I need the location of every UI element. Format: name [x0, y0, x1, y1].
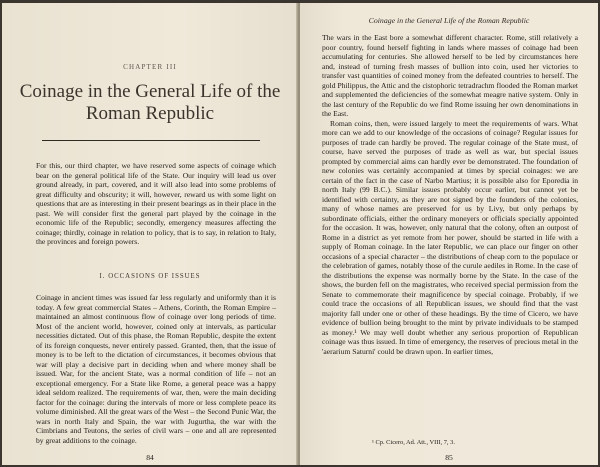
chapter-label: CHAPTER III — [123, 63, 177, 71]
body-paragraph: Roman coins, then, were issued largely to meet the requirements of wars. What more can we add to our knowledge of the occasions of coinage? Regular issues for purposes of trade can hardly be proved. The regular coinage of the State must, of course, have served the purposes of trade as well as war, but special issues prompted by commercial aims can hardly ever be demonstrated. The foundation of new colonies was certainly accompanied at times by special coinages: we are certain of the fact in the case of Narbo Martius; it is possible also for Eporedia in north Italy (99 B.C.). Similar issues probably occur earlier, but cannot yet be identified with certainty, as they are not signed by the founders of the colonies, many of whose names are preserved for us by Livy, but only perhaps by subordinate officials, either the ordinary moneyers or officials specially appointed for the occasion. It was, however, only natural that the colony, often an outpost of Rome in a district as yet remote from her power, should be started in life with a supply of Roman coinage. In the later Republic, we can place our finger on other occasions of a special character – the distributions of cheap corn to the populace or the celebration of games, notably those of the curule aediles in Rome. In the case of the distributions the expense was normally borne by the State. In the case of the shows, the burden fell on the magistrates, who received special permission from the Senate to commemorate their magnificence by special coinage. Probably, if we could trace the occasions of all Republican issues, we should find that the vast majority fall under one or other of these headings. By the time of Cicero, we have evidence of bullion being brought to the mint by private individuals to be stamped as money.¹ We may well doubt whether any serious proportion of Republican coinage was thus issued. In time of emergency, the reserves of precious metal in the 'aerarium Saturni' could be drawn upon. In earlier times, — [322, 118, 578, 356]
body-paragraph: The wars in the East bore a somewhat different character. Rome, still relatively a poor country, found herself fighting in lands where masses of coinage had been accumulating for centuries. She allowed herself to be led by circumstances here and, instead of turning fresh masses of bullion into coin, used her victories to transfer vast quantities of coined money from the defeated countries to herself. The gold Philippus, the Attic and the cistophoric tetradrachm flooded the Roman market and supplemented the deficiencies of the somewhat meagre native system. Only in the last century of the Republic do we find Rome issuing her own denominations in the East. — [322, 33, 578, 118]
page-number-left: 84 — [146, 453, 154, 462]
right-page — [300, 3, 598, 465]
running-head: Coinage in the General Life of the Roman Republic — [368, 16, 530, 25]
page-number-right: 85 — [445, 453, 453, 462]
left-page — [2, 3, 298, 465]
intro-paragraph: For this, our third chapter, we have reserved some aspects of coinage which bear on the general political life of the State. Our inquiry will lead us over ground already, in part, covered, and it will also lead into some problems of great difficulty and obscurity; it will, however, reward us with some light on questions that are as interesting in their present bearings as in their place in the past. We will consider first the general part played by the coinage in the economic life of the Republic; secondly, emergency measures affecting the coinage; thirdly, coinage in relation to policy, that is to say, in relation to Italy, the provinces and foreign powers. — [36, 161, 276, 246]
right-body — [322, 33, 578, 356]
title-rule — [42, 140, 260, 141]
body-paragraph: Coinage in ancient times was issued far less regularly and uniformly than it is today. A few great commercial States – Athens, Corinth, the Roman Empire – maintained an almost continuous flow of coinage over long periods of time. Most of the ancient world, however, coined only at intervals, as particular necessities dictated. Out of this phase, the Roman Republic, despite the extent of its foreign conquests, never entirely passed. Granted, then, that the issue of money is to be left to the dictation of circumstances, it becomes obvious that war will play a decisive part in deciding when and where money shall be issued. War, for the ancient State, was a normal condition of life – not an exceptional emergency. For a State like Rome, a general peace was a happy ideal seldom realized. The requirements of war, then, were the main deciding factor for the coinage: during the intervals of more or less complete peace its volume diminished. All the great wars of the West – the Second Punic War, the wars in north Italy and Spain, the war with Jugurtha, the war with the Cimbrians and Teutons, the series of civil wars – one and all are represented by great additions to the coinage. — [36, 293, 276, 445]
footnote: ¹ Cp. Cicero, Ad. Att., VIII, 7, 3. — [372, 439, 455, 446]
section-heading: I. OCCASIONS OF ISSUES — [99, 273, 201, 280]
chapter-title: Coinage in the General Life of the Roman Republic — [19, 81, 281, 124]
